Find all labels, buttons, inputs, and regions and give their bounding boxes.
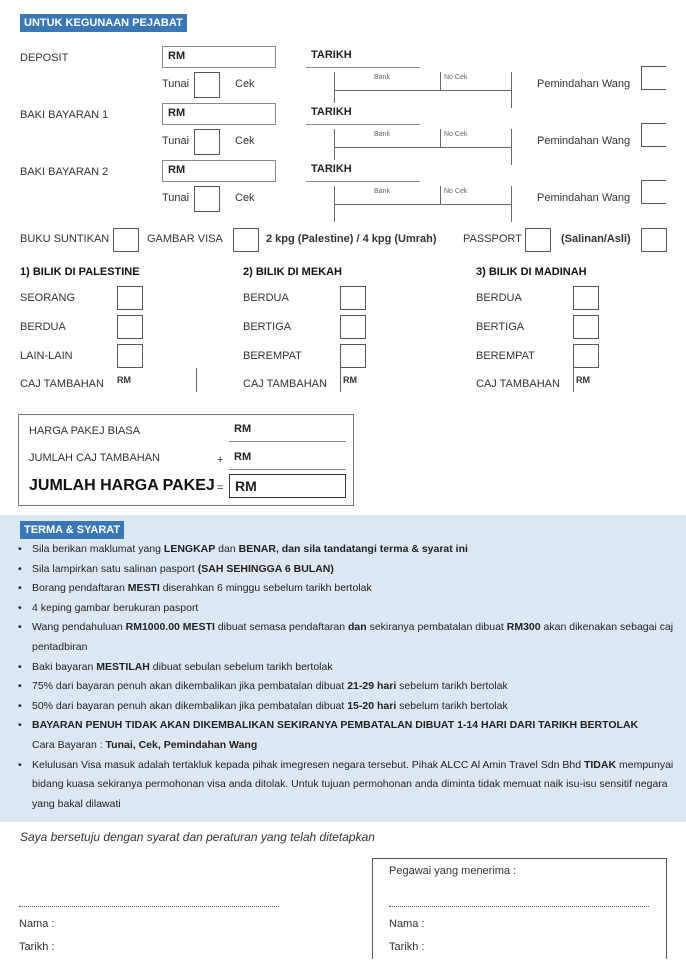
room-option-label: BEREMPAT — [243, 350, 302, 362]
terms-text-segment: sebelum tarikh bertolak — [396, 680, 508, 693]
pemindahan-wang-label: Pemindahan Wang — [537, 135, 631, 147]
tunai-label: Tunai — [162, 78, 190, 90]
cara-bayaran-label: Cara Bayaran : — [32, 738, 106, 751]
harga-pakej-label: HARGA PAKEJ BIASA — [29, 425, 141, 437]
terms-text-segment: (SAH SEHINGGA 6 BULAN) — [197, 562, 334, 575]
tarikh-field[interactable]: TARIKH — [306, 46, 420, 68]
room-option-checkbox[interactable] — [573, 344, 599, 368]
room-option-label: LAIN-LAIN — [20, 350, 73, 362]
applicant-signature-line[interactable] — [19, 906, 279, 907]
plus-sign: + — [217, 454, 224, 466]
terms-text-segment: RM300 — [506, 621, 541, 634]
terms-text-segment: BAYARAN PENUH TIDAK AKAN DIKEMBALIKAN SEKIRANYA PEMBATALAN DIBUAT 1-14 HARI DARI TARIKH BERTOLAK — [32, 719, 639, 732]
harga-pakej-field[interactable]: RM — [229, 420, 346, 442]
cek-label: Cek — [235, 192, 255, 204]
terms-text-segment: dibuat semasa pendaftaran — [214, 621, 348, 634]
officer-nama-label: Nama : — [389, 918, 425, 930]
room-option-checkbox[interactable] — [340, 315, 366, 339]
cek-detail-divider — [440, 72, 441, 90]
caj-tambahan-label: CAJ TAMBAHAN — [243, 378, 327, 390]
room-option-checkbox[interactable] — [117, 315, 143, 339]
passport-copy-checkbox[interactable] — [641, 228, 667, 252]
room-option-checkbox[interactable] — [573, 315, 599, 339]
room-option-checkbox[interactable] — [340, 286, 366, 310]
caj-tambahan-total-field[interactable]: RM — [229, 448, 346, 470]
bank-label: Bank — [374, 188, 390, 195]
room-option-label: BERTIGA — [476, 321, 525, 333]
officer-signature-line[interactable] — [389, 906, 649, 907]
terms-item — [20, 677, 686, 697]
terms-text-segment: sebelum tarikh bertolak — [396, 699, 508, 712]
terms-text-segment: 50% dari bayaran penuh akan dikembalikan jika pembatalan dibuat — [32, 699, 348, 712]
caj-tambahan-field-border[interactable] — [196, 368, 197, 392]
tunai-label: Tunai — [162, 135, 190, 147]
applicant-nama-label: Nama : — [19, 918, 55, 930]
photo-count-note: 2 kpg (Palestine) / 4 kpg (Umrah) — [266, 233, 437, 245]
cek-detail-line[interactable] — [334, 90, 511, 91]
terms-text-segment: 4 keping gambar berukuran pasport — [32, 601, 199, 614]
terms-text-segment: Sila berikan maklumat yang — [32, 543, 164, 555]
terms-text-segment: RM1000.00 MESTI — [125, 621, 215, 634]
room-option-label: BERDUA — [476, 292, 522, 304]
room-option-label: BEREMPAT — [476, 350, 535, 362]
passport-label: PASSPORT — [463, 233, 522, 245]
room-option-label: SEORANG — [20, 292, 76, 304]
cek-detail-line[interactable] — [334, 204, 511, 205]
caj-tambahan-rm: RM — [343, 375, 357, 385]
cek-detail-right-border — [511, 129, 512, 165]
payment-row-label: DEPOSIT — [20, 52, 69, 64]
gambar-visa-checkbox[interactable] — [233, 228, 259, 252]
tarikh-field[interactable]: TARIKH — [306, 160, 420, 182]
office-use-header: UNTUK KEGUNAAN PEJABAT — [20, 14, 187, 32]
pemindahan-wang-label: Pemindahan Wang — [537, 78, 631, 90]
caj-tambahan-label: CAJ TAMBAHAN — [20, 378, 104, 390]
terms-text-segment: akan dikenakan sebagai caj pentadbiran — [32, 621, 674, 653]
pemindahan-wang-label: Pemindahan Wang — [537, 192, 631, 204]
equals-sign: = — [217, 482, 224, 494]
terms-text-segment: Borang pendaftaran — [32, 582, 128, 595]
terms-text-segment: TIDAK — [583, 758, 617, 771]
jumlah-harga-label: JUMLAH HARGA PAKEJ — [29, 477, 215, 494]
terms-text-segment: mempunyai bidang kuasa sekiranya permohonan visa anda ditolak. Untuk tujuan permohonan anda diminta tidak memuat naik isu-isu sensitif negara yang bakal dilawati — [32, 758, 674, 810]
terms-text-segment: , dan sila tandatangi terma & syarat ini — [275, 543, 468, 555]
terms-item — [20, 697, 686, 717]
caj-tambahan-rm: RM — [576, 375, 590, 385]
caj-tambahan-field-border[interactable] — [573, 368, 574, 392]
terms-text-segment: Sila lampirkan satu salinan pasport — [32, 562, 198, 575]
terms-item — [20, 618, 686, 657]
terms-item — [20, 599, 686, 619]
cek-detail-divider — [440, 129, 441, 147]
terms-text-segment: dan — [348, 621, 367, 634]
jumlah-harga-field[interactable]: RM — [229, 474, 346, 498]
tunai-checkbox[interactable] — [194, 72, 220, 98]
terms-header: TERMA & SYARAT — [20, 521, 124, 539]
buku-suntikan-checkbox[interactable] — [113, 228, 139, 252]
agreement-statement: Saya bersetuju dengan syarat dan peraturan yang telah ditetapkan — [20, 830, 375, 844]
terms-text-segment: sekiranya pembatalan dibuat — [366, 621, 507, 634]
passport-copy-note: (Salinan/Asli) — [561, 233, 631, 245]
rm-amount-field[interactable]: RM — [162, 103, 276, 125]
room-option-label: BERDUA — [243, 292, 289, 304]
no-cek-label: No Cek — [444, 188, 468, 195]
terms-item — [20, 716, 686, 755]
payment-row-label: BAKI BAYARAN 1 — [20, 109, 109, 121]
terms-text-segment: 75% dari bayaran penuh akan dikembalikan jika pembatalan dibuat — [32, 680, 348, 693]
room-section-title: 1) BILIK DI PALESTINE — [20, 266, 140, 278]
terms-text-segment: 21-29 hari — [347, 680, 397, 693]
terms-text-segment: dan — [215, 543, 239, 555]
rm-amount-field[interactable]: RM — [162, 46, 276, 68]
terms-text-segment: Baki bayaran — [32, 660, 97, 673]
pemindahan-wang-checkbox[interactable] — [641, 123, 666, 147]
terms-text-segment: BENAR — [238, 543, 276, 555]
cara-bayaran-methods: Tunai, Cek, Pemindahan Wang — [105, 738, 258, 751]
terms-item — [20, 540, 686, 560]
terms-text-segment: 15-20 hari — [347, 699, 397, 712]
passport-checkbox[interactable] — [525, 228, 551, 252]
terms-list — [8, 540, 686, 814]
no-cek-label: No Cek — [444, 131, 468, 138]
bank-label: Bank — [374, 74, 390, 81]
terms-text-segment: Wang pendahuluan — [32, 621, 126, 634]
terms-text-segment: MESTI — [127, 582, 160, 595]
officer-tarikh-label: Tarikh : — [389, 941, 425, 953]
pegawai-label: Pegawai yang menerima : — [389, 865, 517, 877]
tarikh-field[interactable]: TARIKH — [306, 103, 420, 125]
terms-item — [20, 579, 686, 599]
terms-text-segment: diserahkan 6 minggu sebelum tarikh bertolak — [159, 582, 372, 595]
room-section-title: 2) BILIK DI MEKAH — [243, 266, 342, 278]
payment-row-label: BAKI BAYARAN 2 — [20, 166, 109, 178]
rm-amount-field[interactable]: RM — [162, 160, 276, 182]
cek-label: Cek — [235, 78, 255, 90]
room-option-label: BERDUA — [20, 321, 66, 333]
terms-text-segment: dibuat sebulan sebelum tarikh bertolak — [149, 660, 333, 673]
tunai-checkbox[interactable] — [194, 129, 220, 155]
pemindahan-wang-checkbox[interactable] — [641, 180, 666, 204]
terms-item — [20, 658, 686, 678]
cek-detail-right-border — [511, 72, 512, 108]
room-section-title: 3) BILIK DI MADINAH — [476, 266, 587, 278]
cek-detail-line[interactable] — [334, 147, 511, 148]
room-option-checkbox[interactable] — [573, 286, 599, 310]
buku-suntikan-label: BUKU SUNTIKAN — [20, 233, 110, 245]
tunai-checkbox[interactable] — [194, 186, 220, 212]
terms-text-segment: MESTILAH — [96, 660, 150, 673]
room-option-checkbox[interactable] — [117, 286, 143, 310]
cek-detail-divider — [440, 186, 441, 204]
cek-label: Cek — [235, 135, 255, 147]
no-cek-label: No Cek — [444, 74, 468, 81]
terms-text-segment: LENGKAP — [163, 543, 216, 555]
terms-text-segment: Kelulusan Visa masuk adalah tertakluk kepada pihak imegresen negara tersebut. Pihak ALCC Al Amin Travel Sdn Bhd — [32, 758, 584, 771]
room-option-checkbox[interactable] — [340, 344, 366, 368]
bank-label: Bank — [374, 131, 390, 138]
cek-detail-right-border — [511, 186, 512, 222]
room-option-label: BERTIGA — [243, 321, 292, 333]
tunai-label: Tunai — [162, 192, 190, 204]
caj-tambahan-label: CAJ TAMBAHAN — [476, 378, 560, 390]
applicant-tarikh-label: Tarikh : — [19, 941, 55, 953]
caj-tambahan-field-border[interactable] — [340, 368, 341, 392]
terms-item — [20, 756, 686, 815]
pemindahan-wang-checkbox[interactable] — [641, 66, 666, 90]
caj-tambahan-total-label: JUMLAH CAJ TAMBAHAN — [29, 452, 161, 464]
terms-item — [20, 560, 686, 580]
room-option-checkbox[interactable] — [117, 344, 143, 368]
gambar-visa-label: GAMBAR VISA — [147, 233, 223, 245]
caj-tambahan-rm: RM — [117, 375, 131, 385]
